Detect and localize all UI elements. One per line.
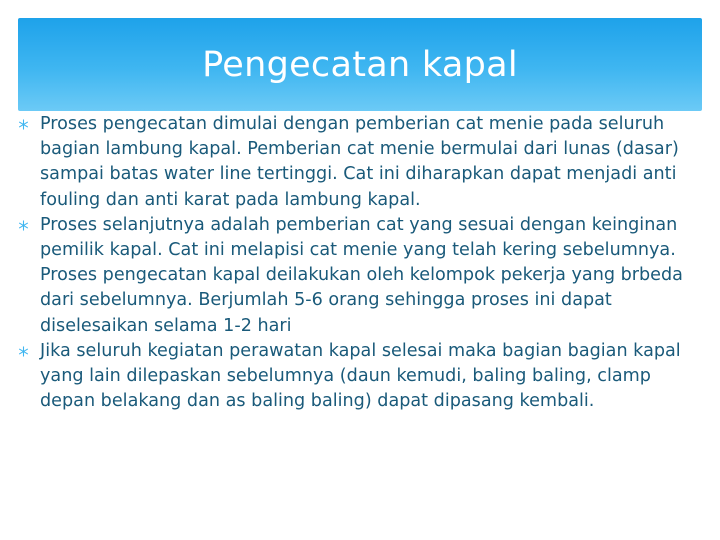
asterisk-icon bbox=[18, 339, 40, 364]
asterisk-icon bbox=[18, 112, 40, 137]
bullet-text: Proses pengecatan dimulai dengan pemberian cat menie pada seluruh bagian lambung kapal. Pemberian cat menie bermulai dari lunas (dasar) sampai batas water line tertinggi. Cat ini diharapkan dapat menjadi anti fouling dan anti karat pada lambung kapal. bbox=[40, 114, 679, 210]
bullet-text: Jika seluruh kegiatan perawatan kapal selesai maka bagian bagian kapal yang lain dilepaskan sebelumnya (daun kemudi, baling baling, clamp depan belakang dan as baling baling) dapat dipasang kembali. bbox=[40, 340, 681, 412]
bullet-item-1 bbox=[18, 112, 690, 213]
bullet-item-3 bbox=[18, 339, 690, 415]
slide-title: Pengecatan kapal bbox=[202, 44, 518, 85]
bullet-list bbox=[18, 112, 690, 414]
asterisk-icon bbox=[18, 213, 40, 238]
bullet-text: Proses selanjutnya adalah pemberian cat yang sesuai dengan keinginan pemilik kapal. Cat ini melapisi cat menie yang telah kering sebelumnya. Proses pengecatan kapal deilakukan oleh kelompok pekerja yang brbeda dari sebelumnya. Berjumlah 5-6 orang sehingga proses ini dapat diselesaikan selama 1-2 hari bbox=[40, 214, 683, 336]
bullet-item-2 bbox=[18, 213, 690, 339]
